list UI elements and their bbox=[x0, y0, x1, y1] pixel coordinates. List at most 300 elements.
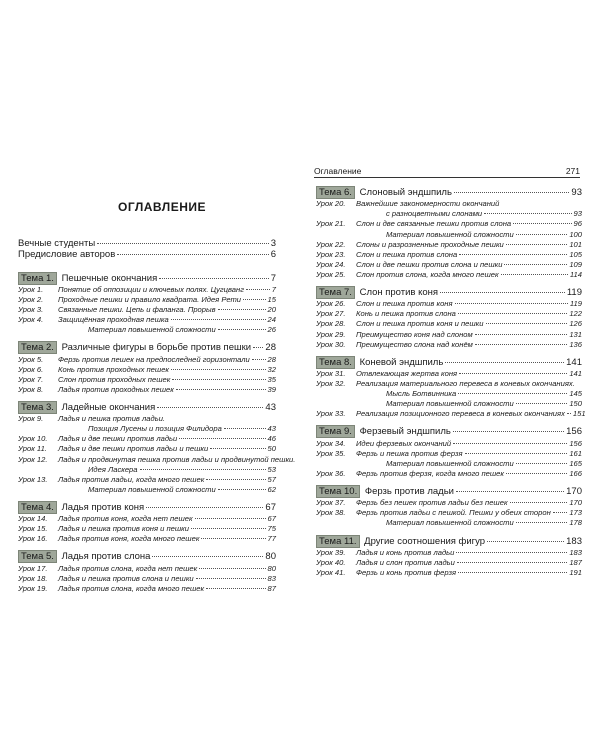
lesson-title bbox=[18, 295, 241, 304]
lesson-name: Реализация позиционного перевеса в коневых окончаниях bbox=[356, 409, 565, 419]
leader-dots bbox=[459, 254, 567, 255]
lesson-name: Идеи ферзевых окончаний bbox=[356, 438, 452, 448]
lesson-name: Слон и пешка против коня bbox=[356, 299, 453, 309]
toc-lesson-entry bbox=[316, 449, 582, 458]
running-head bbox=[314, 166, 580, 178]
toc-lesson-entry bbox=[18, 285, 276, 294]
lesson-number: Урок 34. bbox=[316, 438, 346, 448]
toc-lesson-entry bbox=[316, 469, 582, 478]
lesson-number: Урок 17. bbox=[18, 563, 48, 573]
theme-badge bbox=[18, 341, 57, 354]
theme-badge bbox=[316, 535, 360, 548]
page-number: 53 bbox=[267, 464, 276, 474]
leader-dots bbox=[516, 403, 568, 404]
theme-title bbox=[18, 342, 251, 353]
toc-theme-entry bbox=[18, 402, 276, 413]
toc-lesson-entry bbox=[18, 375, 276, 384]
page-number: 43 bbox=[267, 424, 276, 434]
lesson-number: Урок 35. bbox=[316, 448, 346, 458]
toc-lesson-entry bbox=[18, 475, 276, 484]
lesson-title bbox=[316, 469, 504, 478]
theme-title bbox=[316, 426, 451, 437]
extra-title: Позиция Лусены и позиция Филидора bbox=[88, 424, 222, 434]
lesson-name: Понятие об оппозиции и ключевых полях. Цугцванг bbox=[58, 284, 244, 294]
lesson-number: Урок 40. bbox=[316, 557, 346, 567]
leader-dots bbox=[218, 329, 266, 330]
leader-dots bbox=[567, 413, 571, 414]
page-number: 161 bbox=[569, 448, 582, 458]
leader-dots bbox=[487, 541, 564, 542]
lesson-name: Ладья против слона, когда много пешек bbox=[58, 583, 205, 593]
toc-theme-entry bbox=[18, 551, 276, 562]
theme-number: 1. bbox=[43, 272, 54, 284]
lesson-number: Урок 15. bbox=[18, 524, 48, 534]
lesson-title bbox=[316, 199, 499, 208]
page-number: 151 bbox=[572, 409, 586, 419]
lesson-name: Слон и две пешки против слона и пешки bbox=[356, 259, 503, 269]
theme-name: Пешечные окончания bbox=[58, 272, 158, 284]
extra-title: Материал повышенной сложности bbox=[386, 458, 514, 468]
lesson-number: Урок 3. bbox=[18, 305, 44, 314]
lesson-number: Урок 11. bbox=[18, 444, 47, 454]
page-number: 119 bbox=[569, 299, 582, 309]
lesson-number: Урок 4. bbox=[18, 315, 44, 325]
lesson-title bbox=[18, 375, 170, 384]
page-number: 39 bbox=[267, 384, 276, 394]
toc-lesson-entry bbox=[88, 485, 276, 494]
toc-lesson-entry bbox=[18, 514, 276, 523]
leader-dots bbox=[475, 334, 568, 335]
page-number: 87 bbox=[267, 583, 276, 593]
toc-lesson-entry bbox=[18, 315, 276, 324]
lesson-name: Ладья против ладьи, когда много пешек bbox=[58, 474, 205, 484]
leader-dots bbox=[453, 431, 564, 432]
lesson-title bbox=[18, 524, 189, 533]
lesson-title bbox=[316, 369, 457, 378]
theme-number: 7. bbox=[341, 287, 352, 298]
lesson-title bbox=[316, 409, 565, 418]
lesson-title bbox=[18, 584, 204, 593]
lesson-name: Ладья против коня, когда много пешек bbox=[58, 534, 200, 544]
theme-number: 6. bbox=[341, 187, 352, 198]
lesson-title bbox=[18, 305, 216, 314]
lesson-title bbox=[316, 568, 456, 577]
contents-title: ОГЛАВЛЕНИЕ bbox=[118, 200, 207, 214]
extra-title: Материал повышенной сложности bbox=[386, 229, 514, 239]
leader-dots bbox=[195, 518, 266, 519]
theme-title bbox=[316, 287, 438, 298]
theme-title bbox=[18, 273, 157, 284]
toc-theme-entry bbox=[18, 342, 276, 353]
page-number: 75 bbox=[267, 524, 276, 534]
page-number: 6 bbox=[270, 249, 276, 261]
page-number: 170 bbox=[569, 498, 582, 508]
leader-dots bbox=[218, 489, 266, 490]
lesson-number: Урок 7. bbox=[18, 374, 44, 384]
page-number: 122 bbox=[569, 309, 582, 319]
leader-dots bbox=[159, 278, 268, 279]
toc-theme-entry bbox=[316, 187, 582, 198]
toc-lesson-entry bbox=[316, 548, 582, 557]
lesson-number: Урок 16. bbox=[18, 534, 48, 544]
lesson-title bbox=[316, 548, 454, 557]
lesson-number: Урок 22. bbox=[316, 239, 346, 249]
leader-dots bbox=[445, 362, 564, 363]
lesson-number: Урок 37. bbox=[316, 498, 346, 508]
lesson-number: Урок 19. bbox=[18, 583, 48, 593]
lesson-title bbox=[316, 299, 453, 308]
leader-dots bbox=[486, 323, 568, 324]
lesson-number: Урок 1. bbox=[18, 284, 44, 294]
leader-dots bbox=[218, 309, 266, 310]
lesson-title bbox=[316, 439, 451, 448]
leader-dots bbox=[206, 588, 265, 589]
lesson-number: Урок 5. bbox=[18, 354, 44, 364]
lesson-name: Ферзь и пешка против ферзя bbox=[356, 448, 463, 458]
toc-lesson-entry bbox=[18, 584, 276, 593]
lesson-title bbox=[18, 365, 169, 374]
lesson-name: Ферзь против ферзя, когда много пешек bbox=[356, 468, 504, 478]
leader-dots bbox=[440, 292, 565, 293]
lesson-title bbox=[18, 355, 250, 364]
page-number: 67 bbox=[267, 514, 276, 524]
lesson-name: Слон и пешка против коня и пешки bbox=[356, 319, 484, 329]
toc-lesson-entry bbox=[18, 305, 276, 314]
lesson-title bbox=[18, 574, 194, 583]
toc-lesson-entry bbox=[316, 439, 582, 448]
page-number: 28 bbox=[265, 342, 276, 354]
lesson-name: Слон и пешка против слона bbox=[356, 249, 458, 259]
lesson-number: Урок 41. bbox=[316, 567, 346, 577]
toc-lesson-entry bbox=[386, 230, 582, 239]
page-number: 101 bbox=[569, 239, 582, 249]
page-number: 183 bbox=[569, 547, 582, 557]
lesson-name: Ладья и слон против ладьи bbox=[356, 557, 455, 567]
toc-lesson-entry bbox=[316, 558, 582, 567]
leader-dots bbox=[253, 347, 263, 348]
page-number: 187 bbox=[569, 557, 582, 567]
page-number: 80 bbox=[265, 551, 276, 563]
theme-label: Тема bbox=[21, 501, 44, 513]
leader-dots bbox=[454, 192, 569, 193]
toc-lesson-entry bbox=[316, 340, 582, 349]
toc-lesson-entry bbox=[316, 309, 582, 318]
toc-lesson-entry bbox=[316, 299, 582, 308]
lesson-name: Ферзь и конь против ферзя bbox=[356, 567, 457, 577]
lesson-title bbox=[18, 455, 295, 464]
lesson-title bbox=[18, 414, 165, 423]
lesson-number: Урок 33. bbox=[316, 409, 346, 419]
lesson-name: Ладья и две пешки против ладьи и пешки bbox=[58, 444, 209, 454]
lesson-number: Урок 13. bbox=[18, 474, 48, 484]
theme-label: Тема bbox=[21, 401, 44, 413]
page-number: 150 bbox=[569, 399, 582, 409]
lesson-name: Ладья и две пешки против ладьи bbox=[58, 434, 178, 444]
lesson-name: Преимущество коня над слоном bbox=[356, 329, 473, 339]
lesson-name: Ладья против коня, когда нет пешек bbox=[58, 514, 193, 524]
toc-lesson-entry bbox=[316, 219, 582, 228]
page-number: 105 bbox=[569, 249, 582, 259]
leader-dots bbox=[516, 522, 568, 523]
page-number: 62 bbox=[267, 484, 276, 494]
theme-title bbox=[316, 357, 443, 368]
toc-lesson-entry bbox=[18, 355, 276, 364]
lesson-name: Ладья и пешка против слона и пешки bbox=[58, 573, 194, 583]
lesson-title bbox=[18, 564, 197, 573]
theme-badge bbox=[316, 186, 355, 199]
toc-lesson-entry bbox=[386, 459, 582, 468]
leader-dots bbox=[516, 463, 568, 464]
lesson-title bbox=[316, 219, 511, 228]
theme-number: 4. bbox=[43, 501, 54, 513]
page-number: 15 bbox=[267, 294, 276, 304]
toc-lesson-entry bbox=[316, 330, 582, 339]
leader-dots bbox=[97, 243, 269, 244]
toc-theme-entry bbox=[316, 426, 582, 437]
theme-name: Ферзь против ладьи bbox=[362, 486, 454, 497]
lesson-number: Урок 14. bbox=[18, 514, 48, 524]
lesson-number: Урок 32. bbox=[316, 379, 346, 388]
toc-lesson-entry bbox=[88, 424, 276, 433]
lesson-title bbox=[316, 250, 457, 259]
leader-dots bbox=[475, 344, 567, 345]
lesson-number: Урок 38. bbox=[316, 508, 346, 518]
lesson-number: Урок 8. bbox=[18, 384, 44, 394]
toc-lesson-entry bbox=[18, 574, 276, 583]
theme-title bbox=[316, 486, 454, 497]
lesson-title bbox=[316, 270, 499, 279]
page-number: 166 bbox=[569, 468, 582, 478]
leader-dots bbox=[455, 303, 568, 304]
lesson-number: Урок 10. bbox=[18, 434, 48, 444]
lesson-title bbox=[316, 309, 456, 318]
lesson-title bbox=[316, 508, 551, 517]
theme-name: Ладья против коня bbox=[58, 501, 145, 513]
page-number: 7 bbox=[270, 272, 276, 284]
lesson-name: Ладья и продвинутая пешка против ладьи и продвинутой пешки. bbox=[58, 454, 296, 464]
theme-title bbox=[316, 187, 452, 198]
theme-name: Ферзевый эндшпиль bbox=[356, 426, 451, 438]
toc-lesson-entry bbox=[18, 564, 276, 573]
theme-name: Различные фигуры в борьбе против пешки bbox=[58, 342, 252, 354]
toc-lesson-entry bbox=[18, 444, 276, 453]
leader-dots bbox=[506, 473, 567, 474]
toc-lesson-entry bbox=[316, 260, 582, 269]
lesson-title bbox=[316, 449, 463, 458]
leader-dots bbox=[146, 507, 263, 508]
lesson-number: Урок 27. bbox=[316, 309, 346, 319]
page-number: 7 bbox=[271, 284, 276, 294]
lesson-number: Урок 20. bbox=[316, 199, 346, 209]
page-number: 145 bbox=[569, 389, 582, 399]
toc-lesson-entry bbox=[386, 209, 582, 218]
lesson-name: Ферзь против ладьи с пешкой. Пешки у обеих сторон bbox=[356, 508, 551, 518]
extra-title: с разноцветными слонами bbox=[386, 209, 483, 219]
page-number: 28 bbox=[267, 354, 276, 364]
extra-title: Материал повышенной сложности bbox=[386, 399, 514, 409]
leader-dots bbox=[252, 359, 266, 360]
toc-theme-entry bbox=[18, 502, 276, 513]
lesson-number: Урок 2. bbox=[18, 294, 44, 304]
page-number: 43 bbox=[265, 401, 276, 413]
page-number: 83 bbox=[267, 573, 276, 583]
lesson-title bbox=[18, 534, 199, 543]
leader-dots bbox=[453, 443, 567, 444]
leader-dots bbox=[201, 538, 265, 539]
lesson-name: Связанные пешки. Цепь и фаланга. Прорыв bbox=[58, 305, 216, 314]
lesson-title bbox=[18, 315, 169, 324]
lesson-name: Ладья против проходных пешек bbox=[58, 384, 174, 394]
lesson-title bbox=[18, 385, 174, 394]
page-number: 57 bbox=[267, 474, 276, 484]
toc-lesson-entry bbox=[18, 434, 276, 443]
leader-dots bbox=[553, 512, 568, 513]
theme-name: Коневой эндшпиль bbox=[356, 356, 444, 368]
page-number: 136 bbox=[569, 339, 582, 349]
leader-dots bbox=[516, 234, 568, 235]
toc-theme-entry bbox=[316, 536, 582, 547]
lesson-name: Слоны и разрозненные проходные пешки bbox=[356, 239, 504, 249]
lesson-number: Урок 12. bbox=[18, 454, 48, 464]
lesson-number: Урок 29. bbox=[316, 329, 346, 339]
theme-name: Слон против коня bbox=[356, 287, 439, 298]
page-number: 173 bbox=[569, 508, 582, 518]
page-number: 24 bbox=[267, 315, 276, 325]
toc-lesson-entry bbox=[18, 454, 296, 464]
page-number: 100 bbox=[569, 229, 582, 239]
lesson-title bbox=[316, 498, 508, 507]
leader-dots bbox=[504, 264, 567, 265]
toc-lesson-entry bbox=[88, 465, 276, 474]
toc-lesson-entry bbox=[316, 409, 586, 419]
lesson-number: Урок 9. bbox=[18, 414, 44, 424]
toc-lesson-entry bbox=[386, 389, 582, 398]
leader-dots bbox=[456, 552, 567, 553]
toc-lesson-entry bbox=[18, 295, 276, 304]
leader-dots bbox=[152, 556, 263, 557]
theme-label: Тема bbox=[319, 187, 342, 198]
page-number: 67 bbox=[265, 501, 276, 513]
page-number: 93 bbox=[573, 209, 582, 219]
page-number: 20 bbox=[267, 305, 276, 314]
theme-badge bbox=[18, 272, 57, 285]
theme-label: Тема bbox=[319, 486, 342, 497]
page-number: 50 bbox=[267, 444, 276, 454]
lesson-name: Слон и две связанные пешки против слона bbox=[356, 219, 512, 229]
lesson-name: Преимущество слона над конём bbox=[356, 339, 473, 349]
leader-dots bbox=[246, 289, 270, 290]
page-number: 165 bbox=[569, 458, 582, 468]
lesson-title bbox=[18, 434, 177, 443]
theme-label: Тема bbox=[21, 551, 44, 563]
lesson-number: Урок 36. bbox=[316, 468, 346, 478]
toc-lesson-entry bbox=[18, 524, 276, 533]
toc-lesson-entry bbox=[316, 568, 582, 577]
page-number: 32 bbox=[267, 364, 276, 374]
lesson-name: Защищённая проходная пешка bbox=[58, 315, 169, 325]
page-number: 26 bbox=[267, 325, 276, 335]
toc-lesson-entry bbox=[316, 240, 582, 249]
toc-lesson-entry bbox=[316, 199, 582, 208]
toc-lesson-entry bbox=[18, 365, 276, 374]
leader-dots bbox=[172, 379, 265, 380]
lesson-name: Важнейшие закономерности окончаний bbox=[356, 199, 500, 209]
lesson-title bbox=[18, 285, 244, 294]
theme-number: 9. bbox=[341, 426, 352, 438]
leader-dots bbox=[459, 373, 567, 374]
theme-number: 5. bbox=[43, 551, 54, 563]
lesson-name: Ферзь без пешек против ладьи без пешек bbox=[356, 498, 508, 508]
lesson-number: Урок 30. bbox=[316, 339, 346, 349]
lesson-name: Ладья и пешка против коня и пешки bbox=[58, 524, 189, 534]
toc-lesson-entry bbox=[316, 250, 582, 259]
toc-theme-entry bbox=[18, 273, 276, 284]
leader-dots bbox=[513, 223, 571, 224]
lesson-title bbox=[316, 379, 575, 388]
lesson-name: Слон против проходных пешек bbox=[58, 374, 171, 384]
lesson-title bbox=[316, 260, 502, 269]
lesson-name: Конь против проходных пешек bbox=[58, 364, 170, 374]
toc-theme-entry bbox=[316, 486, 582, 497]
lesson-name: Слон против слона, когда много пешек bbox=[356, 269, 499, 279]
theme-badge bbox=[18, 550, 57, 563]
page-number: 3 bbox=[270, 238, 276, 249]
lesson-number: Урок 18. bbox=[18, 573, 48, 583]
toc-lesson-entry bbox=[386, 399, 582, 408]
running-head-section: Оглавление bbox=[314, 166, 362, 176]
toc-main-entry bbox=[18, 249, 276, 260]
leader-dots bbox=[140, 469, 266, 470]
toc-lesson-entry bbox=[316, 270, 582, 279]
lesson-title bbox=[18, 444, 208, 453]
toc-lesson-entry bbox=[316, 319, 582, 328]
theme-name: Ладья против слона bbox=[58, 551, 151, 563]
leader-dots bbox=[465, 453, 568, 454]
extra-title: Материал повышенной сложности bbox=[386, 518, 514, 528]
page-number: 96 bbox=[573, 219, 582, 229]
toc-lesson-entry bbox=[18, 385, 276, 394]
page-number: 126 bbox=[569, 319, 582, 329]
lesson-number: Урок 39. bbox=[316, 547, 346, 557]
toc-lesson-entry bbox=[18, 534, 276, 543]
lesson-name: Отвлекающая жертва коня bbox=[356, 368, 458, 378]
theme-title bbox=[18, 502, 144, 513]
theme-number: 8. bbox=[341, 356, 352, 368]
leader-dots bbox=[458, 572, 567, 573]
page-number: 191 bbox=[569, 567, 582, 577]
toc-theme-entry bbox=[316, 357, 582, 368]
toc-lesson-entry bbox=[88, 325, 276, 334]
theme-badge bbox=[18, 501, 57, 514]
lesson-title bbox=[316, 319, 484, 328]
toc-lesson-entry bbox=[386, 518, 582, 527]
theme-label: Тема bbox=[319, 535, 342, 547]
lesson-number: Урок 23. bbox=[316, 249, 346, 259]
leader-dots bbox=[199, 568, 265, 569]
leader-dots bbox=[457, 562, 567, 563]
extra-title: Мысль Ботвинника bbox=[386, 389, 457, 399]
page-number: 170 bbox=[566, 486, 582, 497]
lesson-number: Урок 6. bbox=[18, 364, 44, 374]
lesson-number: Урок 28. bbox=[316, 319, 346, 329]
theme-number: 11. bbox=[341, 535, 357, 547]
lesson-number: Урок 24. bbox=[316, 259, 346, 269]
toc-lesson-entry bbox=[316, 498, 582, 507]
theme-number: 2. bbox=[43, 342, 54, 354]
leader-dots bbox=[171, 369, 266, 370]
leader-dots bbox=[157, 407, 263, 408]
page-number: 119 bbox=[566, 287, 582, 298]
